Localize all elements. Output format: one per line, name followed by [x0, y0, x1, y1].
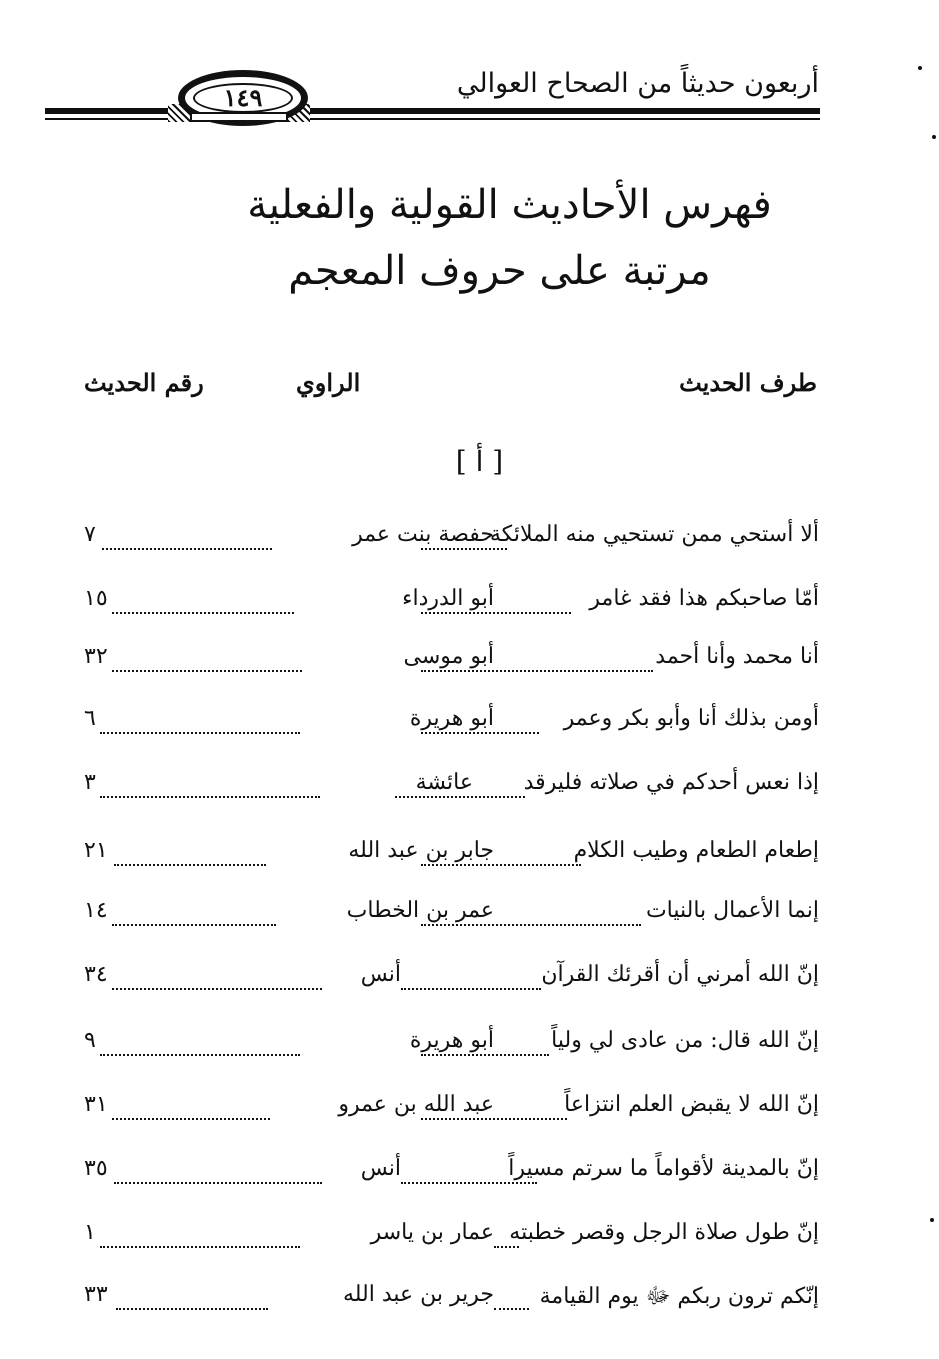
margin-mark: [930, 1218, 934, 1222]
narrator: عمر بن الخطاب: [346, 898, 494, 923]
running-title: أربعون حديثاً من الصحاح العوالي: [456, 68, 819, 99]
leader-dots: [494, 1308, 529, 1310]
hadith-number: ٣٣: [84, 1282, 108, 1307]
narrator: أنس: [360, 962, 401, 987]
hadith-number: ٩: [84, 1028, 96, 1053]
index-title: فهرس الأحاديث القولية والفعلية: [247, 182, 772, 228]
leader-dots: [421, 924, 641, 926]
leader-dots: [494, 1246, 519, 1248]
hadith-number: ٣٢: [84, 644, 108, 669]
header-rule: [45, 108, 820, 114]
narrator: عبد الله بن عمرو: [338, 1092, 494, 1117]
hadith-number: ١: [84, 1220, 96, 1245]
index-row: [84, 898, 819, 938]
leader-dots: [395, 796, 525, 798]
leader-dots: [112, 612, 294, 614]
index-row: [84, 644, 819, 684]
leader-dots: [100, 732, 300, 734]
hadith-number: ٦: [84, 706, 96, 731]
leader-dots: [100, 1054, 300, 1056]
index-row: [84, 770, 819, 810]
hadith-text: ألا أستحي ممن تستحيي منه الملائكة: [489, 522, 819, 547]
leader-dots: [401, 988, 541, 990]
leader-dots: [421, 612, 571, 614]
column-header-narrator: الراوي: [296, 368, 361, 397]
leader-dots: [114, 864, 266, 866]
hadith-text: إنّ الله أمرني أن أقرئك القرآن: [541, 962, 819, 987]
hadith-text: إنّ الله قال: من عادى لي ولياً: [551, 1028, 819, 1053]
hadith-number: ٢١: [84, 838, 108, 863]
hadith-text: إذا نعس أحدكم في صلاته فليرقد: [523, 770, 819, 795]
page-number: ١٤٩: [223, 83, 263, 112]
leader-dots: [421, 548, 507, 550]
hadith-text: أنا محمد وأنا أحمد: [655, 644, 819, 669]
index-row: [84, 1092, 819, 1132]
narrator: أبو هريرة: [409, 1028, 494, 1053]
letter-heading: [ أ ]: [455, 445, 504, 478]
hadith-text: أمّا صاحبكم هذا فقد غامر: [589, 586, 819, 611]
page-number-badge-bar: [190, 112, 288, 122]
leader-dots: [112, 924, 276, 926]
narrator: حفصة بنت عمر: [352, 522, 494, 547]
narrator: جرير بن عبد الله: [342, 1282, 494, 1307]
index-row: [84, 1220, 819, 1260]
leader-dots: [116, 1308, 268, 1310]
hadith-number: ٣٥: [84, 1156, 108, 1181]
leader-dots: [112, 1118, 270, 1120]
column-header-hadith: طرف الحديث: [679, 368, 817, 397]
leader-dots: [102, 548, 272, 550]
column-header-number: رقم الحديث: [84, 368, 204, 397]
leader-dots: [112, 670, 302, 672]
hadith-text: أومن بذلك أنا وأبو بكر وعمر: [563, 706, 819, 731]
leader-dots: [100, 796, 320, 798]
narrator: أبو الدرداء: [402, 586, 494, 611]
hadith-text: إنما الأعمال بالنيات: [645, 898, 819, 923]
leader-dots: [421, 732, 539, 734]
hadith-number: ٣١: [84, 1092, 108, 1117]
hadith-text: إنّ بالمدينة لأقواماً ما سرتم مسيراً: [508, 1156, 819, 1181]
leader-dots: [421, 1118, 567, 1120]
hadith-number: ٣٤: [84, 962, 108, 987]
leader-dots: [112, 988, 322, 990]
hadith-text: إنّ طول صلاة الرجل وقصر خطبته: [509, 1220, 819, 1245]
index-row: [84, 522, 819, 562]
index-row: [84, 1028, 819, 1068]
hadith-number: ١٤: [84, 898, 108, 923]
narrator: جابر بن عبد الله: [348, 838, 494, 863]
index-row: [84, 1282, 819, 1322]
hadith-text: إنّكم ترون ربكم ﷻ يوم القيامة: [539, 1284, 819, 1309]
hadith-text: إطعام الطعام وطيب الكلام: [573, 838, 819, 863]
leader-dots: [401, 1182, 537, 1184]
leader-dots: [114, 1182, 322, 1184]
hadith-number: ٧: [84, 522, 96, 547]
narrator: أبو موسى: [403, 644, 494, 669]
index-row: [84, 1156, 819, 1196]
leader-dots: [100, 1246, 300, 1248]
leader-dots: [421, 1054, 549, 1056]
hadith-number: ١٥: [84, 586, 108, 611]
index-row: [84, 586, 819, 626]
leader-dots: [421, 864, 581, 866]
narrator: عائشة: [415, 770, 473, 795]
narrator: أبو هريرة: [409, 706, 494, 731]
header-rule-thin: [45, 118, 820, 120]
index-row: [84, 962, 819, 1002]
narrator: عمار بن ياسر: [370, 1220, 494, 1245]
margin-mark: [918, 66, 922, 70]
leader-dots: [421, 670, 653, 672]
narrator: أنس: [360, 1156, 401, 1181]
hadith-text: إنّ الله لا يقبض العلم انتزاعاً: [564, 1092, 819, 1117]
index-subtitle: مرتبة على حروف المعجم: [288, 248, 711, 294]
index-row: [84, 838, 819, 878]
margin-mark: [932, 135, 936, 139]
index-row: [84, 706, 819, 746]
hadith-number: ٣: [84, 770, 96, 795]
